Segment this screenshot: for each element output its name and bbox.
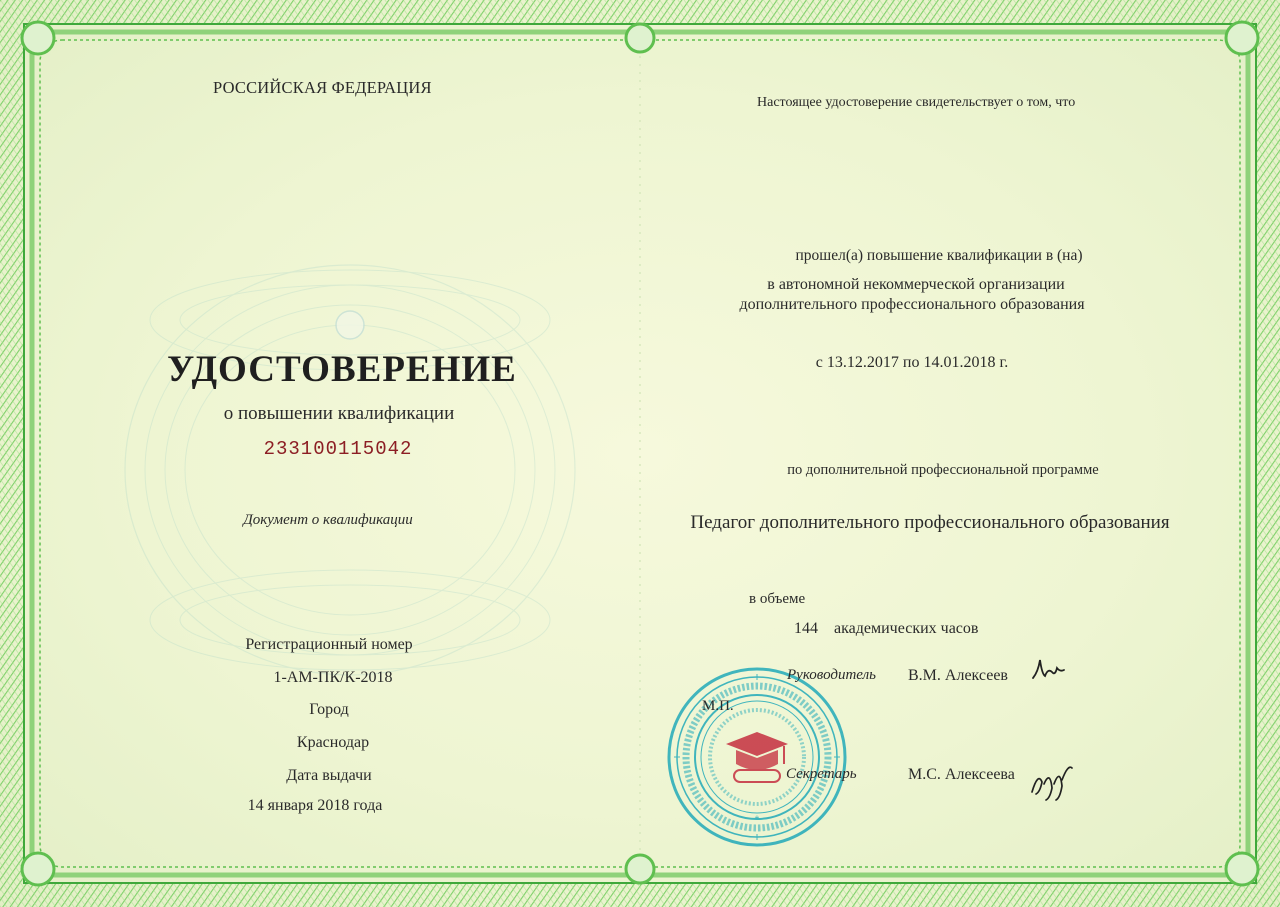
volume-hours: 144	[794, 620, 818, 637]
country-label: РОССИЙСКАЯ ФЕДЕРАЦИЯ	[213, 78, 432, 97]
issue-date-value: 14 января 2018 года	[247, 797, 383, 814]
organization-seal-stamp	[664, 664, 850, 850]
city-label: Город	[309, 701, 349, 718]
organization-line-1: в автономной некоммерческой организации	[767, 276, 1065, 293]
registration-number-label: Регистрационный номер	[245, 636, 413, 653]
program-name: Педагог дополнительного профессионального образования	[690, 512, 1170, 533]
document-type: Документ о квалификации	[243, 512, 413, 528]
certification-intro: Настоящее удостоверение свидетельствует о том, что	[757, 95, 1076, 110]
issue-date-label: Дата выдачи	[286, 767, 372, 784]
city-value: Краснодар	[296, 734, 370, 751]
secretary-role-label: Секретарь	[786, 766, 857, 782]
volume-unit: академических часов	[834, 620, 979, 637]
document-title: УДОСТОВЕРЕНИЕ	[167, 349, 517, 390]
head-role-label: Руководитель	[787, 667, 876, 683]
program-label: по дополнительной профессиональной программе	[787, 462, 1099, 478]
head-signature	[1030, 654, 1066, 684]
head-name: В.М. Алексеев	[908, 667, 1008, 684]
training-statement: прошел(а) повышение квалификации в (на)	[795, 247, 1083, 264]
svg-text:*: *	[754, 813, 760, 827]
registration-number-value: 1-АМ-ПК/К-2018	[273, 669, 393, 686]
seal-place-label: М.П.	[702, 698, 734, 714]
document-number: 233100115042	[263, 438, 413, 460]
volume-label: в объеме	[749, 591, 806, 607]
secretary-signature	[1028, 758, 1076, 802]
secretary-name: М.С. Алексеева	[908, 766, 1015, 783]
training-period: с 13.12.2017 по 14.01.2018 г.	[815, 354, 1009, 371]
document-subtitle: о повышении квалификации	[223, 403, 455, 424]
organization-line-2: дополнительного профессионального образования	[739, 296, 1085, 313]
